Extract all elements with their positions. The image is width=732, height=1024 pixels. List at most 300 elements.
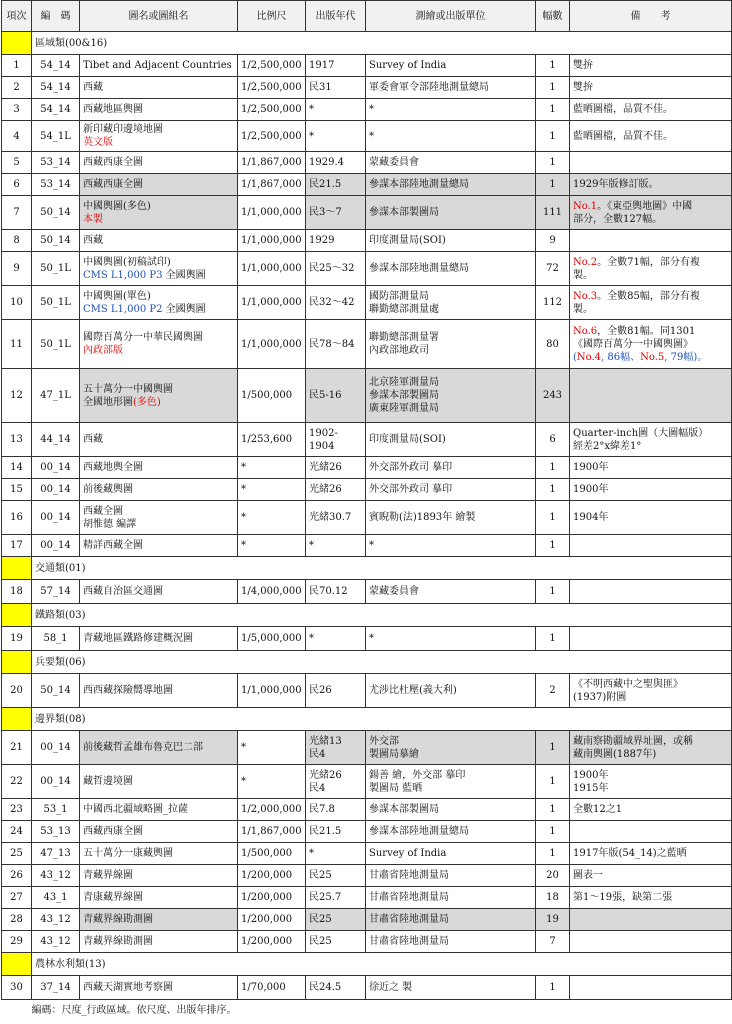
cell-line: 《國際百萬分一中國輿圖》 — [573, 338, 693, 350]
cell-line: 甘肅省陸地測量局 — [369, 936, 449, 947]
cell-line: 民25～32 — [309, 263, 355, 274]
category-row — [2, 953, 732, 976]
map-name — [80, 99, 238, 121]
map-name — [80, 252, 238, 286]
item-number: 25 — [2, 843, 32, 865]
cell-line: 中國輿圖(多色) — [83, 200, 151, 212]
cell-line: 1904年 — [573, 512, 609, 523]
item-number: 11 — [2, 320, 32, 369]
cell-line: 製圖局 藍晒 — [369, 782, 423, 794]
sheet-count: 1 — [536, 501, 570, 535]
sheet-count: 18 — [536, 887, 570, 909]
item-code: 50_14 — [32, 674, 80, 708]
item-code: 50_1L — [32, 252, 80, 286]
remarks — [570, 535, 732, 557]
remarks — [570, 931, 732, 953]
cell-line: * — [369, 633, 374, 644]
table-row — [2, 99, 732, 121]
cell-line: 西藏西康全圖 — [83, 179, 143, 190]
publish-year — [306, 55, 366, 77]
remarks — [570, 252, 732, 286]
map-name — [80, 121, 238, 152]
map-name — [80, 286, 238, 320]
item-code: 44_14 — [32, 423, 80, 457]
cell-line: * — [369, 540, 374, 551]
item-number: 8 — [2, 230, 32, 252]
category-row — [2, 32, 732, 55]
table-row — [2, 479, 732, 501]
publish-year — [306, 976, 366, 1000]
sheet-count: 72 — [536, 252, 570, 286]
scale: 1/200,000 — [238, 887, 306, 909]
cell-line: 胡惟德 編譯 — [83, 518, 137, 530]
publish-year — [306, 457, 366, 479]
cell-line: 1929年版修訂版。 — [573, 179, 659, 190]
cell-line: 民32～42 — [309, 297, 355, 308]
scale: 1/1,867,000 — [238, 152, 306, 174]
cell-line: 1917年版(54_14)之藍晒 — [573, 848, 687, 859]
publisher — [366, 976, 536, 1000]
publisher — [366, 627, 536, 651]
scale: 1/1,000,000 — [238, 674, 306, 708]
publisher — [366, 174, 536, 196]
cell-line: 尤涉比杜壓(義大利) — [369, 685, 457, 696]
sheet-count: 19 — [536, 909, 570, 931]
cell-line: 青藏界線圖 — [83, 870, 133, 881]
cell-line: 國際百萬分一中華民國輿圖 — [83, 332, 203, 343]
cell-line: 西西藏探險嚮導地圖 — [83, 685, 173, 696]
table-body — [2, 32, 732, 1000]
item-code: 57_14 — [32, 580, 80, 604]
cell-line: 參謀本部製圖局 — [369, 390, 439, 401]
publish-year — [306, 286, 366, 320]
text-segment: No.2 — [573, 256, 598, 268]
cell-line: 中國輿圖(單色) — [83, 290, 151, 302]
cell-line: 光緒13 — [309, 735, 342, 747]
cell-line: 民21.5 — [309, 826, 342, 837]
publisher — [366, 152, 536, 174]
item-code: 53_13 — [32, 821, 80, 843]
cell-line: 藍晒圖檔，品質不佳。 — [573, 104, 673, 115]
item-code: 43_12 — [32, 931, 80, 953]
remarks — [570, 55, 732, 77]
table-row — [2, 196, 732, 230]
category-marker — [2, 651, 32, 674]
category-title: 邊界類(08) — [32, 708, 732, 731]
cell-line: 五十萬分一中國輿圖 — [83, 383, 173, 395]
header-cell: 圖名或圖組名 — [80, 1, 238, 32]
publish-year — [306, 674, 366, 708]
item-number: 26 — [2, 865, 32, 887]
cell-line: 鍚善 繪，外交部 摹印 — [369, 769, 466, 781]
text-segment: No.6 — [573, 325, 598, 337]
publish-year — [306, 423, 366, 457]
cell-line: * — [309, 633, 314, 644]
cell-line: 中國輿圖(初稿試印) — [83, 256, 171, 268]
cell-line: 部分，全數127幅。 — [573, 213, 663, 225]
cell-line: 民78～84 — [309, 338, 355, 350]
publisher — [366, 909, 536, 931]
table-row — [2, 887, 732, 909]
cell-line — [83, 213, 234, 226]
cell-line: 西藏地輿全圖 — [83, 462, 143, 473]
publish-year — [306, 99, 366, 121]
cell-line — [83, 344, 234, 357]
sheet-count: 1 — [536, 976, 570, 1000]
sheet-count: 9 — [536, 230, 570, 252]
header-cell: 編 碼 — [32, 1, 80, 32]
sheet-count: 112 — [536, 286, 570, 320]
item-number: 16 — [2, 501, 32, 535]
table-row — [2, 501, 732, 535]
cell-line: 前後藏哲孟雄布魯克巴二部 — [83, 742, 203, 753]
item-code: 00_14 — [32, 731, 80, 765]
map-name — [80, 152, 238, 174]
cell-line: 民25.7 — [309, 892, 342, 903]
item-number: 21 — [2, 731, 32, 765]
publish-year — [306, 501, 366, 535]
table-row — [2, 230, 732, 252]
publisher — [366, 765, 536, 799]
header-cell: 備 考 — [570, 1, 732, 32]
item-code: 53_1 — [32, 799, 80, 821]
scale: 1/1,000,000 — [238, 196, 306, 230]
table-row — [2, 252, 732, 286]
cell-line: 西藏天湖實地考察圖 — [83, 982, 173, 993]
category-title: 區域類(00&16) — [32, 32, 732, 55]
cell-line: 西藏 — [83, 235, 103, 246]
sheet-count: 1 — [536, 580, 570, 604]
sheet-count: 1 — [536, 843, 570, 865]
map-name — [80, 501, 238, 535]
map-name — [80, 931, 238, 953]
cell-line: 光緒26 — [309, 462, 342, 473]
cell-line: 西藏地區輿圖 — [83, 104, 143, 115]
remarks — [570, 887, 732, 909]
scale: 1/200,000 — [238, 909, 306, 931]
table-row — [2, 174, 732, 196]
item-number: 19 — [2, 627, 32, 651]
remarks — [570, 627, 732, 651]
header-cell: 項次 — [2, 1, 32, 32]
publisher — [366, 77, 536, 99]
table-row — [2, 423, 732, 457]
map-name — [80, 765, 238, 799]
cell-line: 民4 — [309, 782, 326, 794]
cell-line: 五十萬分一康藏輿圖 — [83, 848, 173, 859]
map-name — [80, 196, 238, 230]
sheet-count: 1 — [536, 821, 570, 843]
category-marker — [2, 953, 32, 976]
sheet-count: 1 — [536, 55, 570, 77]
cell-line: 藏南輿圖(1887年) — [573, 748, 657, 760]
remarks — [570, 580, 732, 604]
cell-line: 西藏 — [83, 434, 103, 445]
publisher — [366, 821, 536, 843]
map-name — [80, 77, 238, 99]
cell-line: 民5-16 — [309, 390, 342, 401]
publish-year — [306, 252, 366, 286]
category-row — [2, 708, 732, 731]
item-code: 00_14 — [32, 479, 80, 501]
publisher — [366, 121, 536, 152]
cell-line: 甘肅省陸地測量局 — [369, 870, 449, 881]
sheet-count: 243 — [536, 369, 570, 423]
map-name — [80, 55, 238, 77]
item-code: 58_1 — [32, 627, 80, 651]
publish-year — [306, 174, 366, 196]
text-segment: 內政部版 — [83, 345, 123, 356]
table-row — [2, 457, 732, 479]
table-row — [2, 286, 732, 320]
sheet-count: 6 — [536, 423, 570, 457]
text-segment: 本製 — [83, 213, 103, 225]
cell-line: 圖表一 — [573, 870, 603, 881]
publisher — [366, 252, 536, 286]
cell-line: 民7.8 — [309, 804, 335, 815]
map-name — [80, 843, 238, 865]
scale: * — [238, 535, 306, 557]
cell-line: 民25 — [309, 936, 332, 947]
table-row — [2, 731, 732, 765]
cell-line: 青藏界線勘測圖 — [83, 936, 153, 947]
cell-line: 製。 — [573, 269, 593, 281]
publisher — [366, 423, 536, 457]
publish-year — [306, 799, 366, 821]
scale: 1/1,000,000 — [238, 320, 306, 369]
cell-line: * — [309, 848, 314, 859]
publish-year — [306, 535, 366, 557]
publisher — [366, 479, 536, 501]
publisher — [366, 286, 536, 320]
remarks — [570, 196, 732, 230]
publish-year — [306, 865, 366, 887]
item-number: 9 — [2, 252, 32, 286]
sheet-count: 80 — [536, 320, 570, 369]
cell-line: 蒙藏委員會 — [369, 157, 419, 168]
cell-line: 甘肅省陸地測量局 — [369, 914, 449, 925]
cell-line: 1915年 — [573, 782, 609, 794]
publish-year — [306, 479, 366, 501]
item-code: 47_13 — [32, 843, 80, 865]
publisher — [366, 320, 536, 369]
map-name — [80, 230, 238, 252]
cell-line: 參謀本部陸地測量總局 — [369, 179, 469, 190]
table-row — [2, 320, 732, 369]
map-name — [80, 731, 238, 765]
cell-line: 雙拚 — [573, 60, 593, 71]
sheet-count: 1 — [536, 152, 570, 174]
publisher — [366, 501, 536, 535]
item-number: 14 — [2, 457, 32, 479]
text-segment: ，全數81幅。同1301 — [597, 325, 696, 337]
scale: 1/500,000 — [238, 369, 306, 423]
cell-line: 光緒30.7 — [309, 512, 352, 523]
cell-line: 參謀本部陸地測量總局 — [369, 263, 469, 274]
item-number: 28 — [2, 909, 32, 931]
item-code: 00_14 — [32, 765, 80, 799]
map-name — [80, 909, 238, 931]
item-code: 50_1L — [32, 320, 80, 369]
cell-line: Quarter-inch圖（大圖幅版） — [573, 427, 709, 439]
item-number: 20 — [2, 674, 32, 708]
header-cell: 出版年代 — [306, 1, 366, 32]
cell-line: 民26 — [309, 685, 332, 696]
text-segment: No.4 — [576, 351, 602, 363]
item-number: 5 — [2, 152, 32, 174]
cell-line: 光緒26 — [309, 769, 342, 781]
item-number: 7 — [2, 196, 32, 230]
item-code: 43_12 — [32, 909, 80, 931]
remarks — [570, 799, 732, 821]
scale: * — [238, 765, 306, 799]
cell-line: 國防部測量局 — [369, 290, 429, 302]
item-number: 3 — [2, 99, 32, 121]
cell-line: * — [309, 104, 314, 115]
cell-line: * — [369, 104, 374, 115]
cell-line — [573, 325, 728, 338]
category-title: 交通類(01) — [32, 557, 732, 580]
cell-line: 前後藏輿圖 — [83, 484, 133, 495]
cell-line: 製。 — [573, 303, 593, 315]
scale: 1/200,000 — [238, 931, 306, 953]
item-code: 54_14 — [32, 77, 80, 99]
scale: 1/2,500,000 — [238, 121, 306, 152]
table-row — [2, 821, 732, 843]
remarks — [570, 423, 732, 457]
remarks — [570, 909, 732, 931]
item-code: 00_14 — [32, 535, 80, 557]
cell-line — [83, 136, 234, 149]
cell-line — [83, 269, 234, 282]
cell-line — [83, 396, 234, 409]
cell-line: 新印藏印邊境地圖 — [83, 124, 163, 135]
scale: 1/5,000,000 — [238, 627, 306, 651]
remarks — [570, 479, 732, 501]
item-code: 50_1L — [32, 286, 80, 320]
table-row — [2, 627, 732, 651]
remarks — [570, 152, 732, 174]
text-segment: , 79幅)。 — [664, 351, 708, 363]
cell-line — [573, 256, 728, 269]
item-number: 13 — [2, 423, 32, 457]
table-row — [2, 121, 732, 152]
sheet-count: 1 — [536, 799, 570, 821]
scale: 1/2,500,000 — [238, 77, 306, 99]
item-number: 18 — [2, 580, 32, 604]
map-name — [80, 821, 238, 843]
scale: * — [238, 479, 306, 501]
scale: 1/1,000,000 — [238, 252, 306, 286]
cell-line: 青康藏界線圖 — [83, 892, 143, 903]
map-name — [80, 535, 238, 557]
publish-year — [306, 821, 366, 843]
cell-line: 製圖局摹繪 — [369, 748, 419, 760]
publish-year — [306, 77, 366, 99]
text-segment: 全國輿圖 — [162, 269, 206, 281]
remarks — [570, 457, 732, 479]
remarks — [570, 230, 732, 252]
header-cell: 比例尺 — [238, 1, 306, 32]
cell-line: 西藏自治區交通圖 — [83, 586, 163, 597]
sheet-count: 1 — [536, 174, 570, 196]
category-title: 兵要類(06) — [32, 651, 732, 674]
cell-line: 西藏西康全圖 — [83, 826, 143, 837]
publish-year — [306, 627, 366, 651]
sheet-count: 111 — [536, 196, 570, 230]
item-code: 54_14 — [32, 55, 80, 77]
remarks — [570, 674, 732, 708]
text-segment: , 86幅、 — [601, 351, 641, 363]
item-number: 15 — [2, 479, 32, 501]
cell-line: 青藏界線勘測圖 — [83, 914, 153, 925]
text-segment: No.1 — [573, 200, 598, 212]
cell-line: 外交部外政司 摹印 — [369, 484, 453, 495]
scale: 1/500,000 — [238, 843, 306, 865]
scale: * — [238, 501, 306, 535]
cell-line: 聯勤總部測量處 — [369, 303, 439, 315]
category-title: 農林水利類(13) — [32, 953, 732, 976]
cell-line: 外交部 — [369, 735, 399, 747]
publisher — [366, 369, 536, 423]
cell-line: 徐近之 製 — [369, 982, 413, 993]
cell-line — [83, 303, 234, 316]
sheet-count: 1 — [536, 99, 570, 121]
cell-line: 甘肅省陸地測量局 — [369, 892, 449, 903]
cell-line: 1900年 — [573, 462, 609, 473]
item-code: 37_14 — [32, 976, 80, 1000]
scale: 1/1,000,000 — [238, 286, 306, 320]
item-code: 50_14 — [32, 230, 80, 252]
item-number: 30 — [2, 976, 32, 1000]
sheet-count: 1 — [536, 731, 570, 765]
category-row — [2, 604, 732, 627]
map-name — [80, 799, 238, 821]
publisher — [366, 887, 536, 909]
sheet-count: 1 — [536, 457, 570, 479]
item-number: 4 — [2, 121, 32, 152]
cell-line: 西藏 — [83, 82, 103, 93]
publish-year — [306, 230, 366, 252]
remarks — [570, 121, 732, 152]
cell-line: 印度測量局(SOI) — [369, 434, 446, 445]
item-code: 00_14 — [32, 457, 80, 479]
table-row — [2, 765, 732, 799]
table-row — [2, 77, 732, 99]
cell-line: 內政部地政司 — [369, 345, 429, 356]
sheet-count: 1 — [536, 77, 570, 99]
table-row — [2, 535, 732, 557]
scale: 1/4,000,000 — [238, 580, 306, 604]
item-number: 23 — [2, 799, 32, 821]
map-name — [80, 887, 238, 909]
cell-line: 民21.5 — [309, 179, 342, 190]
remarks — [570, 501, 732, 535]
cell-line: * — [369, 130, 374, 142]
remarks — [570, 369, 732, 423]
item-number: 22 — [2, 765, 32, 799]
scale: 1/1,867,000 — [238, 821, 306, 843]
remarks — [570, 77, 732, 99]
publisher — [366, 535, 536, 557]
table-row — [2, 674, 732, 708]
text-segment: (多色) — [133, 396, 161, 408]
table-row — [2, 865, 732, 887]
sheet-count: 1 — [536, 479, 570, 501]
publish-year — [306, 196, 366, 230]
cell-line: Survey of India — [369, 60, 447, 71]
cell-line — [573, 290, 728, 303]
